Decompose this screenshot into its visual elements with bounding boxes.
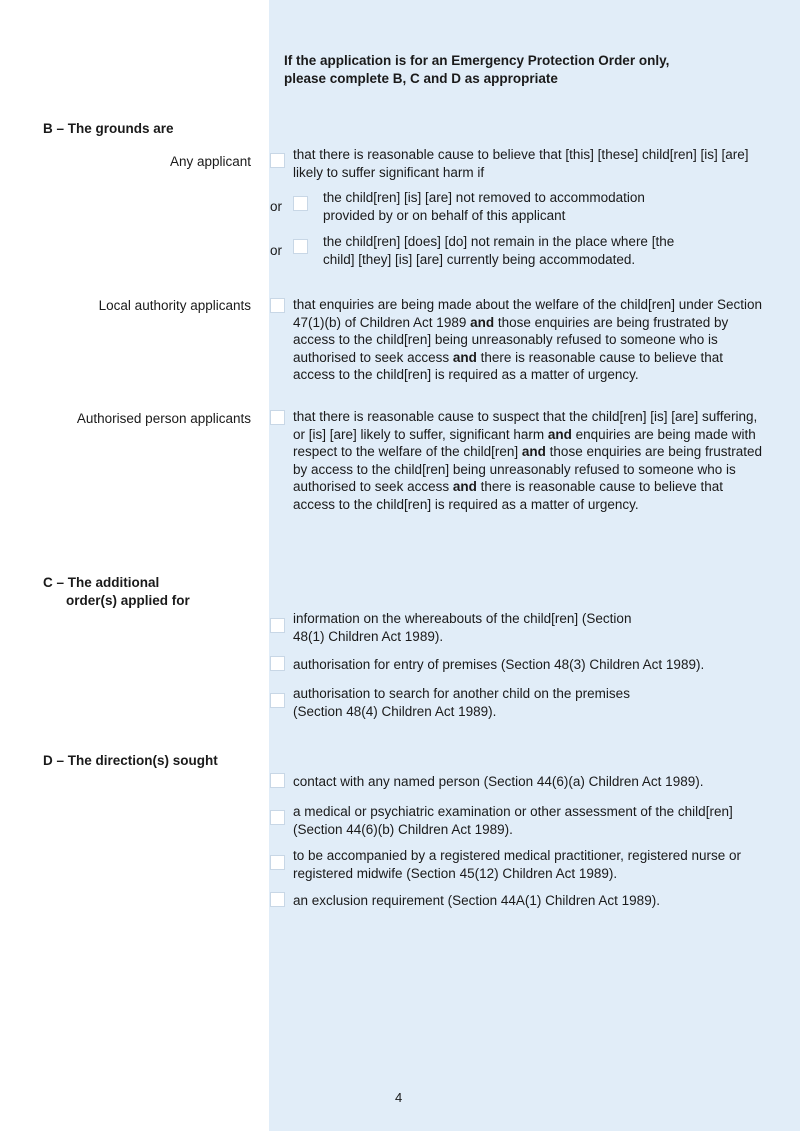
or-label-1: or: [270, 199, 283, 214]
intro-instruction: [284, 52, 764, 88]
entry-premises-text: authorisation for entry of premises (Section 48(3) Children Act 1989).: [293, 657, 705, 672]
any-applicant-checkbox[interactable]: [270, 153, 285, 168]
not-removed-text: the child[ren] [is] [are] not removed to accommodation provided by or on behalf of this applicant: [323, 190, 645, 223]
contact-named-person-text: contact with any named person (Section 44(6)(a) Children Act 1989).: [293, 774, 704, 789]
accompanied-practitioner-text: to be accompanied by a registered medical practitioner, registered nurse or registered midwife (Section 45(12) Children Act 1989).: [293, 848, 741, 881]
page-number: 4: [395, 1090, 403, 1105]
section-b-heading: B – The grounds are: [43, 121, 174, 136]
local-authority-checkbox[interactable]: [270, 298, 285, 313]
bold-and: and: [521, 444, 546, 459]
authorised-person-label: Authorised person applicants: [76, 411, 251, 426]
whereabouts-text: information on the whereabouts of the child[ren] (Section 48(1) Children Act 1989).: [293, 611, 632, 644]
exclusion-requirement-checkbox[interactable]: [270, 892, 285, 907]
search-another-child-checkbox[interactable]: [270, 693, 285, 708]
medical-examination-text: a medical or psychiatric examination or other assessment of the child[ren] (Section 44(6)(b) Children Act 1989).: [293, 804, 733, 837]
bold-and: and: [452, 479, 477, 494]
any-applicant-label: Any applicant: [169, 154, 251, 169]
any-applicant-text: that there is reasonable cause to believe that [this] [these] child[ren] [is] [are] likely to suffer significant harm if: [293, 147, 749, 180]
authorised-person-text: that there is reasonable cause to suspect that the child[ren] [is] [are] suffering, or [is] [are] likely to suffer, significant harm and enquiries are being made with respect to the welfare of the child[ren] and those enquiries are being frustrated by access to the child[ren] being unreasonably refused to someone who is authorised to seek access and there is reasonable cause to believe that access to the child[ren] is required as a matter of urgency.: [293, 409, 763, 512]
section-c-heading: C – The additional order(s) applied for: [43, 575, 190, 608]
bold-and: and: [547, 426, 572, 442]
search-another-child-text: authorisation to search for another child on the premises (Section 48(4) Children Act 1989).: [293, 686, 630, 719]
whereabouts-checkbox[interactable]: [270, 618, 285, 633]
authorised-person-checkbox[interactable]: [270, 410, 285, 425]
not-remain-text: the child[ren] [does] [do] not remain in the place where [the child] [they] [is] [are] currently being accommodated.: [323, 234, 675, 267]
local-authority-text: that enquiries are being made about the welfare of the child[ren] under Section 47(1)(b) of Children Act 1989 and those enquiries are being frustrated by access to the child[ren] being unreasonably refused to someone who is authorised to seek access and there is reasonable cause to believe that access to the child[ren] is required as a matter of urgency.: [293, 297, 763, 382]
entry-premises-checkbox[interactable]: [270, 656, 285, 671]
accompanied-practitioner-checkbox[interactable]: [270, 855, 285, 870]
contact-named-person-checkbox[interactable]: [270, 773, 285, 788]
medical-examination-checkbox[interactable]: [270, 810, 285, 825]
local-authority-label: Local authority applicants: [98, 298, 251, 313]
bold-and: and: [470, 314, 495, 330]
exclusion-requirement-text: an exclusion requirement (Section 44A(1) Children Act 1989).: [293, 893, 660, 908]
or-label-2: or: [270, 243, 283, 258]
bold-and: and: [452, 349, 477, 365]
intro-line-2: please complete B, C and D as appropriate: [284, 71, 558, 86]
not-remain-checkbox[interactable]: [293, 239, 308, 254]
intro-line-1: If the application is for an Emergency Protection Order only,: [284, 53, 670, 68]
section-d-heading: D – The direction(s) sought: [43, 753, 218, 768]
not-removed-checkbox[interactable]: [293, 196, 308, 211]
